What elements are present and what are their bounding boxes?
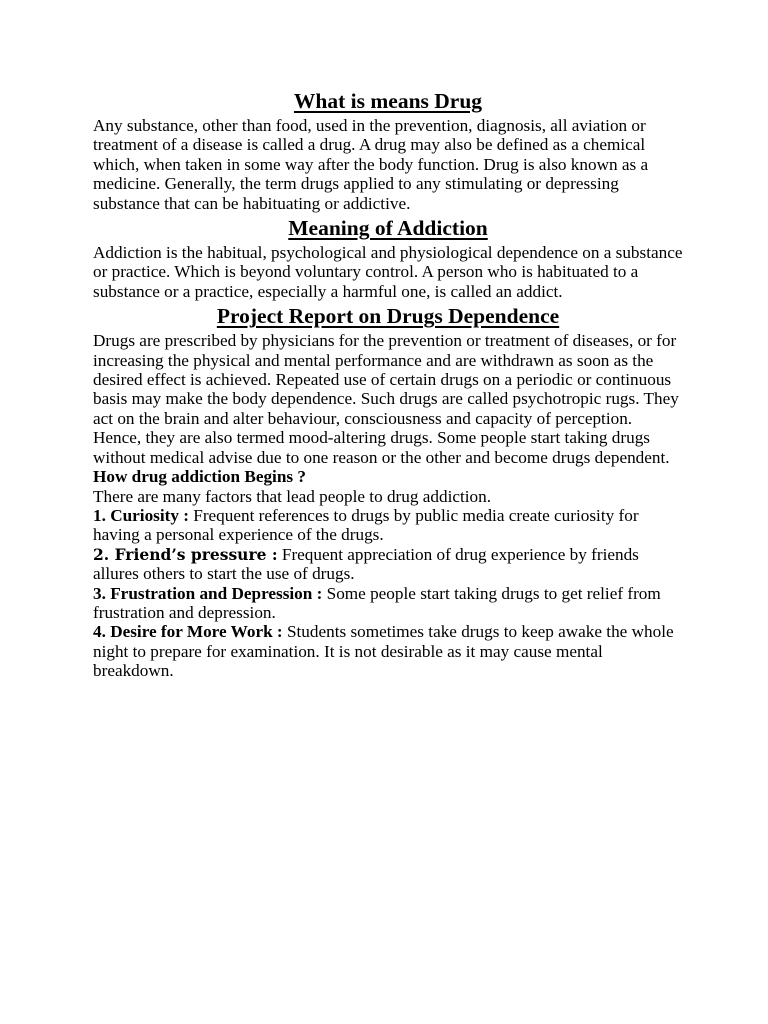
document-page <box>93 86 683 681</box>
factor-item-curiosity <box>93 506 683 545</box>
factor-text: Students sometimes take drugs to keep awake the whole night to prepare for examination. It is not desirable as it may cause mental breakdown. <box>93 622 674 681</box>
paragraph-factors-intro: There are many factors that lead people to drug addiction. <box>93 486 492 506</box>
subheading-how-addiction-begins: How drug addiction Begins ? <box>93 467 306 487</box>
factor-text: Some people start taking drugs to get relief from frustration and depression. <box>93 583 661 622</box>
factor-text: Frequent appreciation of drug experience by friends allures others to start the use of drugs. <box>93 544 639 584</box>
factor-term: 4. Desire for More Work : <box>93 622 283 642</box>
factor-text: Frequent references to drugs by public media create curiosity for having a personal experience of the drugs. <box>93 505 639 545</box>
factor-term: 1. Curiosity : <box>93 505 189 525</box>
paragraph-addiction-definition: Addiction is the habitual, psychological and physiological dependence on a substance or practice. Which is beyond voluntary control. A person who is habituated to a substance or a practice, especially a harmful one, is called an addict. <box>93 243 683 301</box>
factor-term: 3. Frustration and Depression : <box>93 583 323 603</box>
heading-what-is-drug: What is means Drug <box>293 89 483 113</box>
paragraph-drugs-dependence: Drugs are prescribed by physicians for the prevention or treatment of diseases, or for increasing the physical and mental performance and are withdrawn as soon as the desired effect is achieved. Repeated use of certain drugs on a periodic or continuous basis may make the body dependence. Such drugs are called psychotropic rugs. They act on the brain and alter behaviour, consciousness and capacity of perception. Hence, they are also termed mood-altering drugs. Some people start taking drugs without medical advise due to one reason or the other and become drugs dependent. <box>93 331 679 467</box>
heading-meaning-of-addiction: Meaning of Addiction <box>288 216 488 241</box>
factor-term: 2. Friend’s pressure : <box>93 544 278 564</box>
factor-item-desire-for-work <box>93 622 683 680</box>
factor-item-friends-pressure <box>93 545 683 584</box>
paragraph-drug-definition: Any substance, other than food, used in the prevention, diagnosis, all aviation or treatment of a disease is called a drug. A drug may also be defined as a chemical which, when taken in some way after the body function. Drug is also known as a medicine. Generally, the term drugs applied to any stimulating or depressing substance that can be habituating or addictive. <box>93 116 649 213</box>
factor-item-frustration <box>93 584 683 623</box>
heading-project-report: Project Report on Drugs Dependence <box>216 304 560 329</box>
